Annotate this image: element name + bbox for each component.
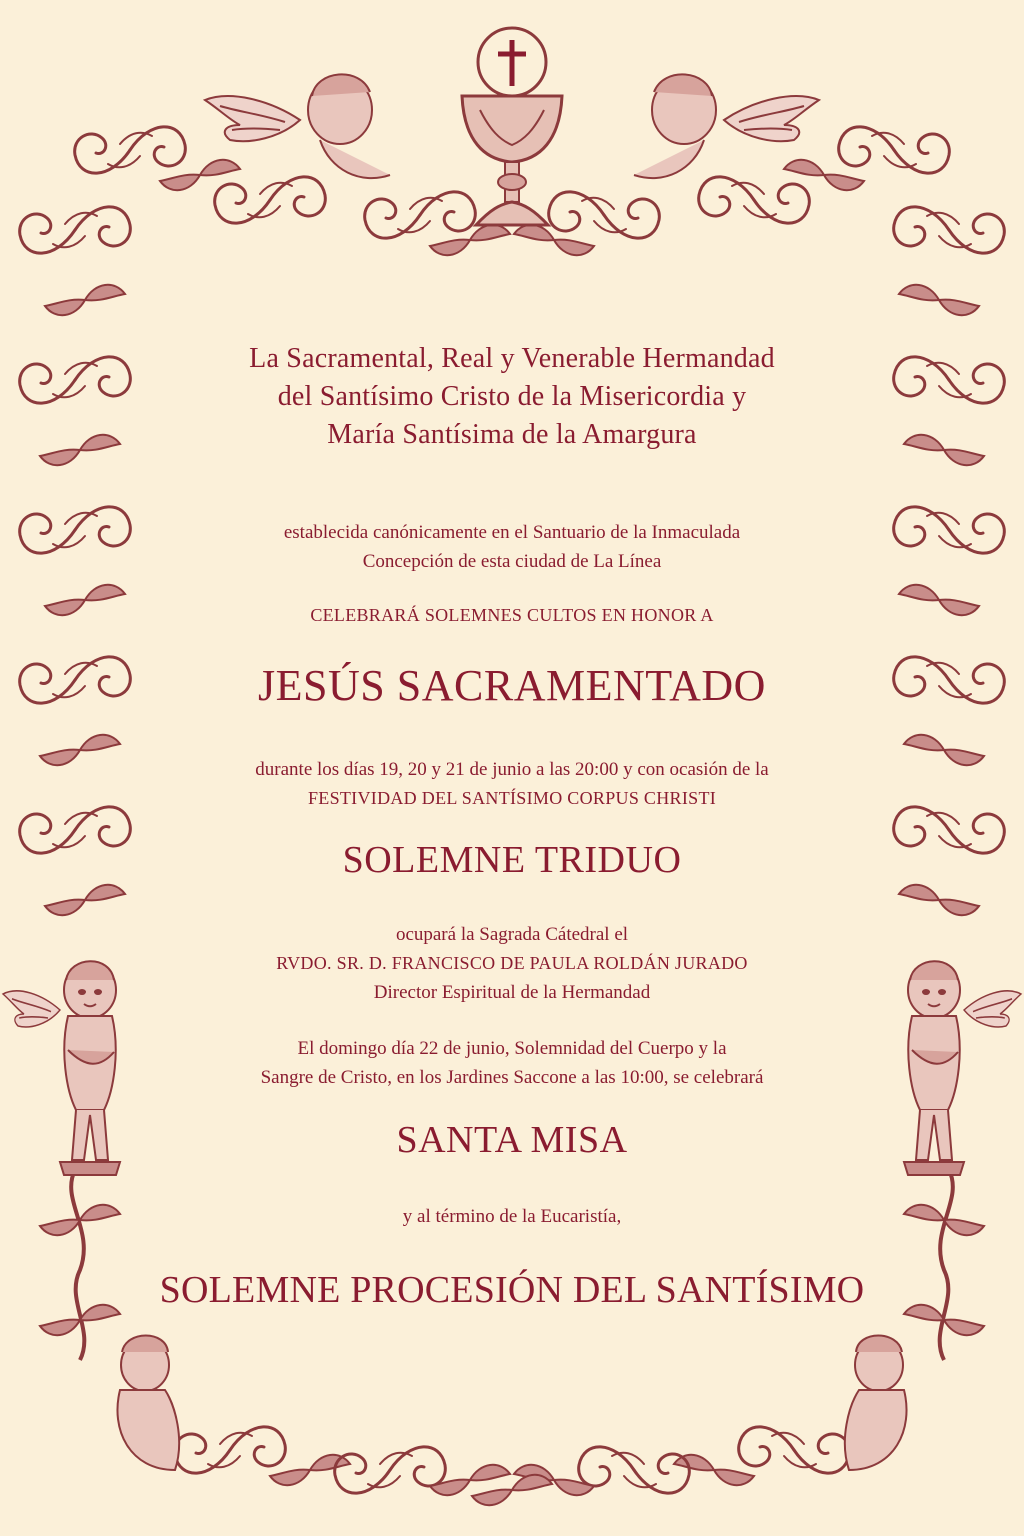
preacher-line-2: RVDO. SR. D. FRANCISCO DE PAULA ROLDÁN JURADO [276,953,748,973]
title-santa-misa: SANTA MISA [396,1119,628,1161]
sunday-line-1: El domingo día 22 de junio, Solemnidad del Cuerpo y la [297,1038,727,1059]
title-jesus-sacramentado: JESÚS SACRAMENTADO [258,661,766,710]
dates-text [150,755,874,813]
preacher-line-3: Director Espiritual de la Hermandad [373,982,651,1003]
brotherhood-line-3: María Santísima de la Amargura [327,419,697,450]
location-line-2: Concepción de esta ciudad de La Línea [362,551,662,572]
announce-text: CELEBRARÁ SOLEMNES CULTOS EN HONOR A [310,605,714,625]
dates-line-1: durante los días 19, 20 y 21 de junio a las 20:00 y con ocasión de la [255,759,769,780]
preacher-text [150,920,874,1007]
sunday-line-2: Sangre de Cristo, en los Jardines Saccone a las 10:00, se celebrará [260,1067,764,1088]
brotherhood-line-2: del Santísimo Cristo de la Misericordia y [277,381,747,412]
cherub-right-icon [904,961,1021,1175]
location-text [150,518,874,576]
chalice-icon [462,28,562,225]
location-line-1: establecida canónicamente en el Santuario de la Inmaculada [283,522,741,543]
cherub-left-icon [3,961,120,1175]
brotherhood-line-1: La Sacramental, Real y Venerable Hermandad [249,343,775,374]
title-solemne-triduo: SOLEMNE TRIDUO [342,839,682,881]
dates-line-2: FESTIVIDAD DEL SANTÍSIMO CORPUS CHRISTI [307,788,717,808]
brotherhood-name [150,340,874,454]
cherub-bottom-left-icon [117,1336,179,1471]
cherub-bottom-right-icon [845,1336,907,1471]
sunday-text [150,1034,874,1092]
after-text: y al término de la Eucaristía, [402,1206,622,1227]
title-solemne-procesion: SOLEMNE PROCESIÓN DEL SANTÍSIMO [159,1269,865,1311]
preacher-line-1: ocupará la Sagrada Cátedral el [395,924,629,945]
